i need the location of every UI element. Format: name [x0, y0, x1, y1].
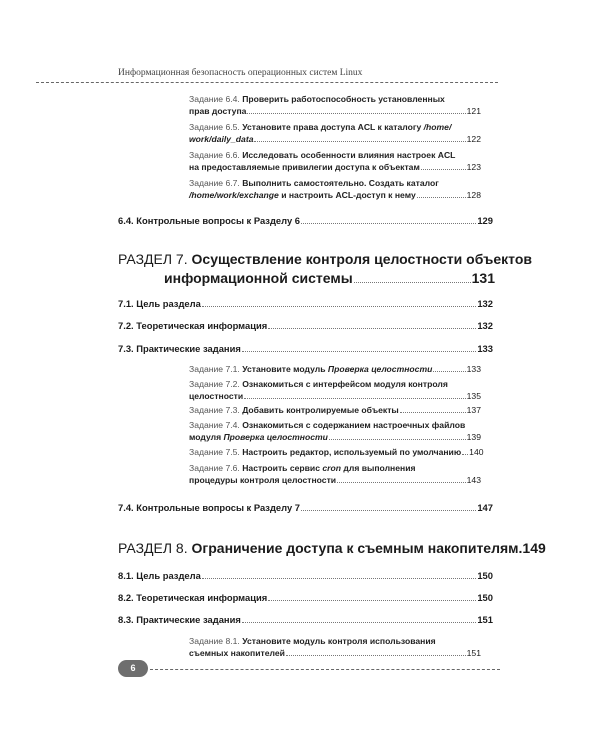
page-number: 149: [522, 540, 546, 556]
footer-rule: [150, 669, 500, 670]
toc-entry-part-8[interactable]: [118, 539, 546, 558]
task-number: Задание 6.6.: [189, 150, 240, 160]
task-number: Задание 8.1.: [189, 636, 240, 646]
toc-entry-section-7-1[interactable]: [118, 298, 493, 310]
page-number: 137: [466, 405, 481, 415]
toc-entry-task-7-5[interactable]: [189, 447, 484, 459]
part-label: РАЗДЕЛ 7.: [118, 251, 188, 267]
task-number: Задание 6.4.: [189, 94, 240, 104]
dot-leader: [462, 454, 468, 455]
toc-entry-task-7-3[interactable]: [189, 405, 481, 417]
section-title: 6.4. Контрольные вопросы к Разделу 6: [118, 215, 300, 226]
task-number: Задание 7.3.: [189, 405, 240, 415]
task-title-cont: модуля: [189, 431, 222, 442]
task-title: Выполнить самостоятельно. Создать каталог: [242, 178, 439, 188]
page-number: 150: [477, 570, 493, 581]
toc-entry-section-6-4[interactable]: [118, 215, 493, 227]
section-title: 7.2. Теоретическая информация: [118, 320, 268, 331]
toc-entry-part-7[interactable]: [118, 250, 532, 287]
page-number: 133: [466, 364, 481, 374]
toc-entry-task-6-6[interactable]: [189, 150, 481, 173]
page-number-badge: 6: [118, 660, 148, 677]
task-title-cont: прав доступа: [189, 105, 247, 116]
task-service-name: cron: [322, 463, 342, 473]
task-title: Исследовать особенности влияния настроек ACL: [242, 150, 456, 160]
dot-leader: [244, 398, 466, 399]
dot-leader: [301, 510, 476, 511]
task-number: Задание 7.4.: [189, 420, 240, 430]
task-title-cont: процедуры контроля целостности: [189, 474, 337, 485]
dot-leader: [202, 578, 477, 579]
page-number: 151: [477, 614, 493, 625]
dot-leader: [433, 371, 465, 372]
toc-entry-task-6-7[interactable]: [189, 178, 481, 201]
section-title: 7.3. Практические задания: [118, 343, 241, 354]
task-title: Установите модуль контроля использования: [242, 636, 436, 646]
page-number: 121: [466, 105, 481, 116]
part-title-cont: информационной системы: [164, 269, 353, 286]
dot-leader: [268, 328, 476, 329]
dot-leader: [242, 622, 477, 623]
task-title: Настроить сервис: [242, 463, 320, 473]
dot-leader: [400, 412, 466, 413]
task-path: /home/work/exchange: [189, 189, 279, 200]
task-number: Задание 6.7.: [189, 178, 240, 188]
toc-entry-task-7-6[interactable]: [189, 463, 481, 486]
section-title: 8.2. Теоретическая информация: [118, 592, 268, 603]
toc-entry-task-6-5[interactable]: [189, 122, 481, 145]
page-number: 150: [477, 592, 493, 603]
toc-entry-task-7-2[interactable]: [189, 379, 481, 402]
toc-entry-task-8-1[interactable]: [189, 636, 481, 659]
task-number: Задание 7.6.: [189, 463, 240, 473]
task-module-name: Проверка целостности: [223, 431, 328, 442]
running-header: Информационная безопасность операционных систем Linux: [118, 68, 363, 78]
part-title: Ограничение доступа к съемным накопителям.: [191, 540, 523, 556]
dot-leader: [202, 306, 477, 307]
task-title: Проверить работоспособность установленных: [242, 94, 445, 104]
toc-entry-section-8-1[interactable]: [118, 570, 493, 582]
dot-leader: [242, 351, 477, 352]
page-number: 123: [466, 161, 481, 172]
section-title: 8.1. Цель раздела: [118, 570, 201, 581]
page-number: 131: [471, 269, 495, 286]
toc-entry-task-7-4[interactable]: [189, 420, 481, 443]
toc-entry-section-8-2[interactable]: [118, 592, 493, 604]
task-title-mid: для выполнения: [343, 463, 416, 473]
task-title-cont: целостности: [189, 390, 244, 401]
task-number: Задание 7.1.: [189, 364, 240, 374]
task-number: Задание 6.5.: [189, 122, 240, 132]
toc-entry-task-7-1[interactable]: [189, 364, 481, 376]
toc-entry-task-6-4[interactable]: [189, 94, 481, 117]
dot-leader: [247, 113, 465, 114]
dot-leader: [254, 141, 465, 142]
dot-leader: [337, 482, 466, 483]
task-number: Задание 7.5.: [189, 447, 240, 457]
header-rule: [36, 82, 498, 83]
page-number: 132: [477, 298, 493, 309]
task-title-cont: съемных накопителей: [189, 647, 285, 658]
section-title: 8.3. Практические задания: [118, 614, 241, 625]
page-number: 143: [466, 474, 481, 485]
dot-leader: [417, 197, 466, 198]
task-title: Добавить контролируемые объекты: [242, 405, 399, 415]
task-title-cont: и настроить ACL-доступ к нему: [281, 189, 416, 200]
task-title: Настроить редактор, используемый по умолчанию: [242, 447, 462, 457]
task-title-cont: на предоставляемые привилегии доступа к объектам: [189, 161, 420, 172]
task-path-cont: work/daily_data: [189, 133, 254, 144]
dot-leader: [354, 282, 471, 283]
dot-leader: [268, 600, 476, 601]
toc-entry-section-7-2[interactable]: [118, 320, 493, 332]
page-number: 139: [466, 431, 481, 442]
task-module-name: Проверка целостности: [327, 364, 433, 374]
dot-leader: [421, 169, 466, 170]
page-number: 133: [477, 343, 493, 354]
page-number: 122: [466, 133, 481, 144]
dot-leader: [301, 223, 476, 224]
task-title: Ознакомиться с интерфейсом модуля контроля: [242, 379, 448, 389]
part-title: Осуществление контроля целостности объектов: [191, 251, 532, 267]
page-number: 135: [466, 390, 481, 401]
task-title: Установите модуль: [242, 364, 326, 374]
toc-entry-section-7-3[interactable]: [118, 343, 493, 355]
toc-entry-section-8-3[interactable]: [118, 614, 493, 626]
dot-leader: [329, 439, 466, 440]
page-number: 147: [477, 502, 493, 513]
part-label: РАЗДЕЛ 8.: [118, 540, 188, 556]
task-title: Установите права доступа ACL к каталогу: [242, 122, 422, 132]
section-title: 7.4. Контрольные вопросы к Разделу 7: [118, 502, 300, 513]
page-number: 132: [477, 320, 493, 331]
page-number: 128: [466, 189, 481, 200]
task-number: Задание 7.2.: [189, 379, 240, 389]
section-title: 7.1. Цель раздела: [118, 298, 201, 309]
page-number: 129: [477, 215, 493, 226]
toc-entry-section-7-4[interactable]: [118, 502, 493, 514]
task-title: Ознакомиться с содержанием настроечных файлов: [242, 420, 466, 430]
page-number: 140: [469, 447, 484, 457]
page-number: 151: [466, 647, 481, 658]
dot-leader: [286, 655, 466, 656]
task-path: /home/: [423, 122, 452, 132]
